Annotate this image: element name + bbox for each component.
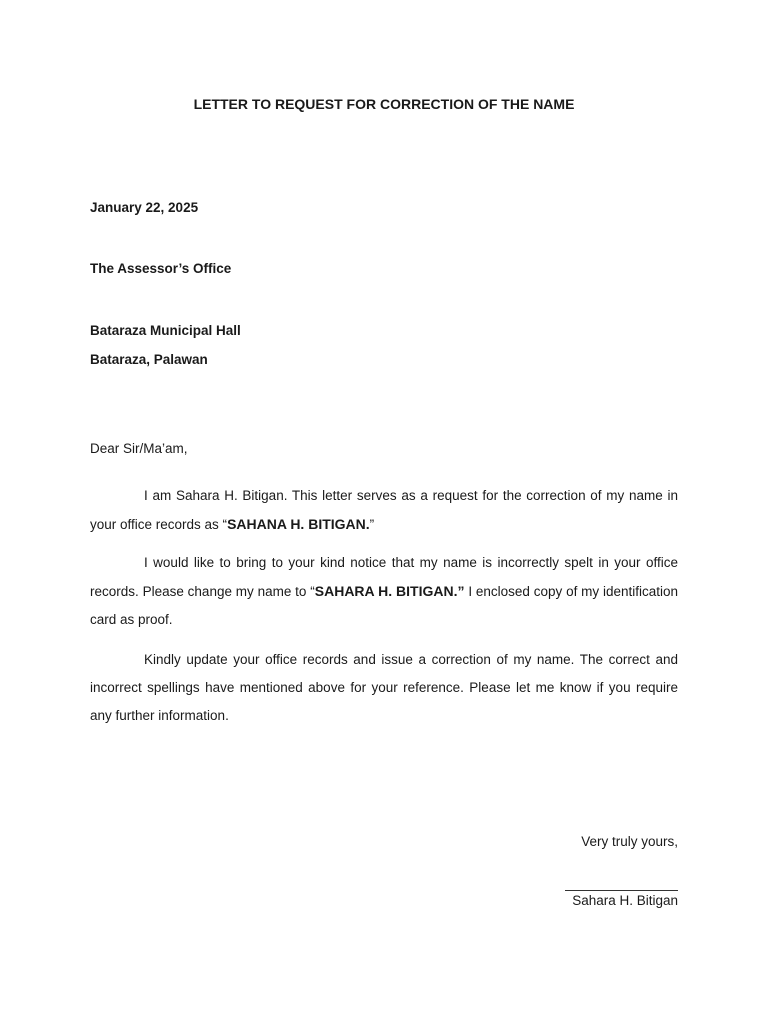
signature-name: Sahara H. Bitigan xyxy=(572,893,678,908)
letter-date: January 22, 2025 xyxy=(90,200,199,215)
paragraph-2 xyxy=(90,549,678,634)
paragraph-2-correct-name: SAHARA H. BITIGAN.” xyxy=(314,583,465,599)
paragraph-1-text-before: I am Sahara H. Bitigan. This letter serves as a request for the correction of my name in your office records as “ xyxy=(90,488,678,532)
paragraph-3 xyxy=(90,646,678,730)
recipient-name: The Assessor’s Office xyxy=(90,261,232,276)
paragraph-1-text-after: ” xyxy=(369,517,375,532)
paragraph-2-text-before: I would like to bring to your kind notice that my name is incorrectly spelt in your office records. Please change my name to “ xyxy=(90,555,678,599)
address-line-2: Bataraza, Palawan xyxy=(90,352,208,367)
signature-line xyxy=(565,890,678,891)
letter-title: LETTER TO REQUEST FOR CORRECTION OF THE NAME xyxy=(193,96,575,112)
address-line-1: Bataraza Municipal Hall xyxy=(90,323,241,338)
salutation: Dear Sir/Ma’am, xyxy=(90,441,188,456)
paragraph-1-incorrect-name: SAHANA H. BITIGAN. xyxy=(227,516,370,532)
paragraph-1 xyxy=(90,482,678,539)
closing-line: Very truly yours, xyxy=(581,834,678,849)
paragraph-3-text: Kindly update your office records and issue a correction of my name. The correct and incorrect spellings have mentioned above for your reference. Please let me know if you require any further information. xyxy=(90,652,678,723)
paragraph-2-text-after: I enclosed copy of my identification card as proof. xyxy=(90,584,679,627)
